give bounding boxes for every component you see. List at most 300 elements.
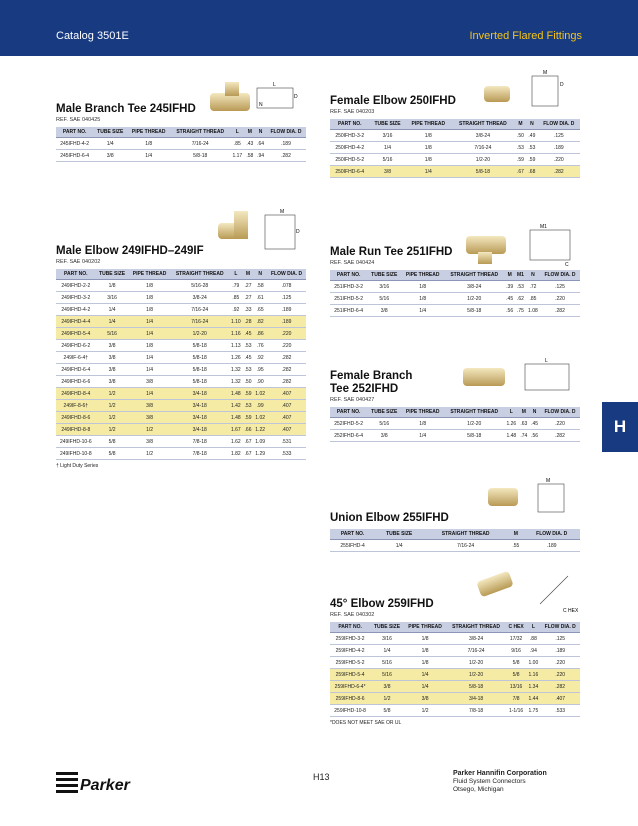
table-cell: 1/2-20 bbox=[444, 418, 504, 430]
section-title: Male Elbow 249IFHD–249IF bbox=[56, 245, 204, 257]
table-cell: 1.00 bbox=[526, 657, 540, 669]
table-cell: .50 bbox=[515, 130, 526, 142]
table-row bbox=[56, 400, 306, 412]
table-cell: 1.34 bbox=[526, 681, 540, 693]
division: Fluid System Connectors bbox=[453, 778, 526, 785]
sae-ref: REF. SAE 040425 bbox=[56, 117, 101, 123]
column-header: PART NO. bbox=[330, 407, 367, 418]
table-row bbox=[56, 388, 306, 400]
table-cell: 1.26 bbox=[504, 418, 518, 430]
table-cell: .86 bbox=[253, 328, 267, 340]
table-cell: 1/8 bbox=[129, 292, 171, 304]
table-cell: 5/16 bbox=[370, 154, 406, 166]
table-cell: 3/8 bbox=[404, 693, 447, 705]
table-cell: .58 bbox=[253, 280, 267, 292]
column-header: STRAIGHT THREAD bbox=[423, 529, 508, 540]
table-cell: 5/8 bbox=[96, 448, 129, 460]
table-cell: 1/8 bbox=[406, 154, 452, 166]
table-cell: 9/16 bbox=[506, 645, 527, 657]
column-header: N bbox=[253, 269, 267, 280]
spec-table bbox=[330, 529, 580, 552]
table-cell: .220 bbox=[540, 669, 580, 681]
section-union-elbow bbox=[330, 512, 580, 552]
table-cell: 1.32 bbox=[229, 376, 243, 388]
logo-text: Parker bbox=[80, 777, 130, 794]
table-cell: 259IFHD-5-2 bbox=[330, 657, 370, 669]
table-cell: .45 bbox=[529, 418, 540, 430]
table-cell: 1/4 bbox=[93, 138, 127, 150]
table-cell: .53 bbox=[515, 281, 526, 293]
parker-logo bbox=[56, 770, 138, 796]
table-cell: 5/8-18 bbox=[451, 166, 515, 178]
table-cell: 249IFHD-5-4 bbox=[56, 328, 96, 340]
table-cell: 13/16 bbox=[506, 681, 527, 693]
page-header bbox=[0, 0, 638, 56]
column-header: N bbox=[255, 127, 266, 138]
table-row bbox=[56, 316, 306, 328]
dim-label-chex: C HEX bbox=[563, 608, 579, 614]
column-header: L bbox=[504, 407, 518, 418]
table-cell: .59 bbox=[243, 412, 254, 424]
table-cell: .92 bbox=[229, 304, 243, 316]
table-cell: 1/2 bbox=[96, 400, 129, 412]
dim-label-D: D bbox=[560, 82, 564, 88]
table-cell: .407 bbox=[540, 693, 580, 705]
table-cell: 7/16-24 bbox=[451, 142, 515, 154]
table-cell: 252IFHD-6-4 bbox=[330, 430, 367, 442]
table-cell: 1.75 bbox=[526, 705, 540, 717]
column-header: PART NO. bbox=[56, 269, 96, 280]
table-cell: 1/2 bbox=[370, 693, 404, 705]
table-cell: 7/8-18 bbox=[170, 448, 228, 460]
table-cell: 249IFHD-8-6 bbox=[56, 412, 96, 424]
table-cell: 7/16-24 bbox=[170, 304, 228, 316]
table-cell: 1.16 bbox=[526, 669, 540, 681]
table-cell: 7/16-24 bbox=[446, 645, 505, 657]
table-row bbox=[56, 150, 306, 162]
table-cell: .88 bbox=[526, 633, 540, 645]
table-cell: .407 bbox=[267, 400, 306, 412]
table-cell: .95 bbox=[253, 364, 267, 376]
table-row bbox=[330, 633, 580, 645]
table-cell: .85 bbox=[229, 292, 243, 304]
table-cell: 1.82 bbox=[229, 448, 243, 460]
table-row bbox=[56, 412, 306, 424]
dim-label-M: M bbox=[546, 478, 551, 484]
section-title: Female Elbow 250IFHD bbox=[330, 95, 456, 107]
section-male-branch-tee bbox=[56, 103, 306, 162]
table-cell: 1.48 bbox=[229, 388, 243, 400]
sae-ref: REF. SAE 040202 bbox=[56, 259, 101, 265]
column-header: PIPE THREAD bbox=[401, 407, 444, 418]
column-header: PART NO. bbox=[330, 529, 375, 540]
table-cell: 249IF-8-6† bbox=[56, 400, 96, 412]
table-cell: 249IFHD-3-2 bbox=[56, 292, 96, 304]
sae-ref: REF. SAE 040424 bbox=[330, 260, 375, 266]
table-cell: .50 bbox=[243, 376, 254, 388]
table-cell: .65 bbox=[253, 304, 267, 316]
column-header: STRAIGHT THREAD bbox=[444, 270, 504, 281]
table-cell: 7/16-24 bbox=[170, 138, 230, 150]
table-cell: .407 bbox=[267, 388, 306, 400]
table-cell: .94 bbox=[255, 150, 266, 162]
table-row bbox=[330, 418, 580, 430]
table-cell: 1.08 bbox=[526, 305, 540, 317]
dim-label-M: M bbox=[543, 70, 548, 76]
column-header: PIPE THREAD bbox=[401, 270, 444, 281]
table-cell: 249IFHD-8-8 bbox=[56, 424, 96, 436]
table-cell: .53 bbox=[243, 340, 254, 352]
table-cell: 1/4 bbox=[370, 645, 404, 657]
dim-label-D: D bbox=[294, 94, 298, 100]
table-cell: 1/4 bbox=[129, 316, 171, 328]
table-row bbox=[330, 681, 580, 693]
table-cell: .85 bbox=[526, 293, 540, 305]
table-cell: 5/16-28 bbox=[170, 280, 228, 292]
table-cell: 1.42 bbox=[229, 400, 243, 412]
column-header: FLOW DIA. D bbox=[523, 529, 580, 540]
table-cell: 1/4 bbox=[96, 304, 129, 316]
section-title: Male Run Tee 251IFHD bbox=[330, 246, 453, 258]
spec-table bbox=[56, 269, 306, 460]
column-header: PIPE THREAD bbox=[404, 622, 447, 633]
table-cell: .33 bbox=[243, 304, 254, 316]
table-cell: 3/4-18 bbox=[170, 424, 228, 436]
table-cell: 5/8 bbox=[370, 705, 404, 717]
table-cell: .27 bbox=[243, 280, 254, 292]
table-cell: .90 bbox=[253, 376, 267, 388]
table-cell: 245IFHD-6-4 bbox=[56, 150, 93, 162]
table-cell: 1.22 bbox=[253, 424, 267, 436]
table-cell: 7/16-24 bbox=[423, 540, 508, 552]
table-cell: 5/8 bbox=[96, 436, 129, 448]
table-cell: .67 bbox=[243, 448, 254, 460]
table-row bbox=[56, 138, 306, 150]
table-row bbox=[330, 305, 580, 317]
table-cell: 249IFHD-6-6 bbox=[56, 376, 96, 388]
column-header: STRAIGHT THREAD bbox=[446, 622, 505, 633]
table-cell: 1/8 bbox=[401, 281, 444, 293]
column-header: PART NO. bbox=[56, 127, 93, 138]
table-cell: 3/8 bbox=[129, 412, 171, 424]
table-cell: .63 bbox=[518, 418, 529, 430]
table-cell: 1/2 bbox=[96, 424, 129, 436]
section-title-line1: Female Branch bbox=[330, 370, 413, 382]
dim-label-C: C bbox=[565, 262, 569, 268]
table-cell: 255IFHD-4 bbox=[330, 540, 375, 552]
table-cell: 5/16 bbox=[370, 657, 404, 669]
table-cell: 1/2 bbox=[404, 705, 447, 717]
table-cell: 5/8-18 bbox=[170, 340, 228, 352]
table-cell: 250IFHD-5-2 bbox=[330, 154, 370, 166]
column-header: STRAIGHT THREAD bbox=[444, 407, 504, 418]
table-cell: .92 bbox=[253, 352, 267, 364]
table-cell: 3/8 bbox=[370, 166, 406, 178]
table-cell: 3/8 bbox=[129, 436, 171, 448]
table-cell: 1/2 bbox=[129, 448, 171, 460]
table-cell: 251IFHD-5-2 bbox=[330, 293, 367, 305]
table-cell: 245IFHD-4-2 bbox=[56, 138, 93, 150]
dim-label-L: L bbox=[273, 82, 276, 88]
table-cell: .282 bbox=[266, 150, 306, 162]
column-header: PART NO. bbox=[330, 270, 367, 281]
table-cell: .59 bbox=[243, 388, 254, 400]
table-cell: .220 bbox=[538, 154, 580, 166]
table-cell: 1/8 bbox=[129, 280, 171, 292]
table-cell: 1/4 bbox=[129, 388, 171, 400]
table-cell: 249IFHD-8-4 bbox=[56, 388, 96, 400]
table-cell: 1/8 bbox=[401, 293, 444, 305]
table-cell: 3/8-24 bbox=[444, 281, 504, 293]
table-cell: 7/16-24 bbox=[170, 316, 228, 328]
table-cell: 1/2-20 bbox=[170, 328, 228, 340]
column-header: TUBE SIZE bbox=[370, 622, 404, 633]
section-title: Male Branch Tee 245IFHD bbox=[56, 103, 196, 115]
table-cell: 3/4-18 bbox=[446, 693, 505, 705]
table-cell: 249IF-6-4† bbox=[56, 352, 96, 364]
table-cell: 5/8-18 bbox=[446, 681, 505, 693]
company-info bbox=[453, 770, 547, 794]
table-cell: 1.10 bbox=[229, 316, 243, 328]
column-header: M bbox=[243, 269, 254, 280]
table-cell: .49 bbox=[526, 130, 537, 142]
table-cell: 259IFHD-8-6 bbox=[330, 693, 370, 705]
table-cell: .39 bbox=[504, 281, 515, 293]
table-cell: 1/8 bbox=[129, 304, 171, 316]
table-cell: .407 bbox=[267, 424, 306, 436]
table-cell: 3/8 bbox=[96, 376, 129, 388]
table-cell: 1/2 bbox=[96, 388, 129, 400]
section-male-elbow bbox=[56, 245, 306, 469]
dim-label-D: D bbox=[296, 229, 300, 235]
table-cell: .74 bbox=[518, 430, 529, 442]
table-row bbox=[330, 293, 580, 305]
table-cell: .45 bbox=[243, 352, 254, 364]
column-header: TUBE SIZE bbox=[93, 127, 127, 138]
table-cell: .79 bbox=[229, 280, 243, 292]
table-cell: .82 bbox=[253, 316, 267, 328]
spec-table bbox=[330, 622, 580, 717]
table-cell: 5/8-18 bbox=[170, 352, 228, 364]
table-row bbox=[330, 540, 580, 552]
table-cell: .53 bbox=[515, 142, 526, 154]
table-cell: .56 bbox=[504, 305, 515, 317]
table-row bbox=[56, 352, 306, 364]
table-cell: 1/8 bbox=[96, 280, 129, 292]
table-cell: .125 bbox=[538, 130, 580, 142]
table-cell: 17/32 bbox=[506, 633, 527, 645]
table-cell: .531 bbox=[267, 436, 306, 448]
company-name: Parker Hannifin Corporation bbox=[453, 770, 547, 777]
table-cell: 1/4 bbox=[404, 669, 447, 681]
section-title: Union Elbow 255IFHD bbox=[330, 512, 449, 524]
table-cell: 3/8 bbox=[129, 376, 171, 388]
column-header: PIPE THREAD bbox=[129, 269, 171, 280]
column-header: L bbox=[229, 269, 243, 280]
table-cell: .282 bbox=[540, 305, 580, 317]
column-header: N bbox=[526, 270, 540, 281]
table-cell: 5/8-18 bbox=[170, 150, 230, 162]
table-row bbox=[56, 292, 306, 304]
table-cell: .220 bbox=[267, 328, 306, 340]
table-row bbox=[56, 436, 306, 448]
table-cell: 5/8-18 bbox=[170, 376, 228, 388]
table-cell: .58 bbox=[244, 150, 255, 162]
table-cell: 259IFHD-10-8 bbox=[330, 705, 370, 717]
table-cell: .189 bbox=[267, 304, 306, 316]
table-cell: 5/16 bbox=[96, 328, 129, 340]
table-cell: 7/8 bbox=[506, 693, 527, 705]
column-header: FLOW DIA. D bbox=[267, 269, 306, 280]
table-row bbox=[330, 645, 580, 657]
table-cell: 249IFHD-6-2 bbox=[56, 340, 96, 352]
section-female-elbow bbox=[330, 95, 580, 178]
table-cell: .125 bbox=[540, 281, 580, 293]
table-cell: 250IFHD-6-4 bbox=[330, 166, 370, 178]
column-header: L bbox=[526, 622, 540, 633]
table-cell: 5/8-18 bbox=[444, 430, 504, 442]
table-cell: 1/2 bbox=[96, 412, 129, 424]
table-cell: 3/4-18 bbox=[170, 388, 228, 400]
table-cell: 5/8-18 bbox=[170, 364, 228, 376]
column-header: M1 bbox=[515, 270, 526, 281]
table-cell: 1.02 bbox=[253, 412, 267, 424]
table-cell: 3/8 bbox=[367, 305, 401, 317]
column-header: M bbox=[508, 529, 523, 540]
table-cell: 1/4 bbox=[370, 142, 406, 154]
column-header: PART NO. bbox=[330, 119, 370, 130]
table-cell: 1-1/16 bbox=[506, 705, 527, 717]
spec-table bbox=[56, 127, 306, 162]
table-cell: 5/16 bbox=[367, 418, 401, 430]
table-cell: .67 bbox=[515, 166, 526, 178]
column-header: FLOW DIA. D bbox=[540, 270, 580, 281]
table-cell: .55 bbox=[508, 540, 523, 552]
column-header: FLOW DIA. D bbox=[266, 127, 306, 138]
table-cell: .75 bbox=[515, 305, 526, 317]
table-cell: .189 bbox=[538, 142, 580, 154]
section-tab[interactable]: H bbox=[602, 402, 638, 452]
dim-label-M: M bbox=[280, 209, 285, 215]
table-cell: 3/4-18 bbox=[170, 400, 228, 412]
table-cell: 1/8 bbox=[404, 645, 447, 657]
dim-label-L: L bbox=[545, 358, 548, 364]
column-header: STRAIGHT THREAD bbox=[170, 127, 230, 138]
table-row bbox=[330, 657, 580, 669]
table-cell: 1/2-20 bbox=[446, 657, 505, 669]
table-cell: 1/2 bbox=[129, 424, 171, 436]
table-cell: .85 bbox=[230, 138, 244, 150]
table-cell: 249IFHD-2-2 bbox=[56, 280, 96, 292]
table-cell: .189 bbox=[540, 645, 580, 657]
table-cell: 3/8 bbox=[129, 400, 171, 412]
table-cell: .66 bbox=[243, 424, 254, 436]
table-cell: 3/4-18 bbox=[170, 412, 228, 424]
table-cell: 5/16 bbox=[367, 293, 401, 305]
table-cell: .64 bbox=[255, 138, 266, 150]
table-cell: 250IFHD-3-2 bbox=[330, 130, 370, 142]
sae-ref: REF. SAE 040302 bbox=[330, 612, 375, 618]
table-cell: .99 bbox=[253, 400, 267, 412]
table-cell: 1.48 bbox=[229, 412, 243, 424]
table-row bbox=[330, 281, 580, 293]
table-cell: .220 bbox=[540, 657, 580, 669]
table-cell: .43 bbox=[244, 138, 255, 150]
table-cell: .533 bbox=[267, 448, 306, 460]
table-cell: 1/4 bbox=[129, 328, 171, 340]
table-cell: .59 bbox=[515, 154, 526, 166]
table-cell: 1/8 bbox=[404, 657, 447, 669]
table-cell: 1.67 bbox=[229, 424, 243, 436]
table-cell: 1.32 bbox=[229, 364, 243, 376]
table-cell: .125 bbox=[540, 633, 580, 645]
table-cell: 1.17 bbox=[230, 150, 244, 162]
table-cell: 5/16 bbox=[370, 669, 404, 681]
table-cell: 1/2-20 bbox=[446, 669, 505, 681]
column-header: TUBE SIZE bbox=[367, 270, 401, 281]
column-header: M bbox=[515, 119, 526, 130]
table-cell: 3/8 bbox=[96, 340, 129, 352]
table-row bbox=[330, 669, 580, 681]
table-row bbox=[330, 154, 580, 166]
table-cell: 3/8-24 bbox=[446, 633, 505, 645]
table-cell: 3/16 bbox=[370, 633, 404, 645]
column-header: N bbox=[529, 407, 540, 418]
table-cell: .533 bbox=[540, 705, 580, 717]
table-cell: .189 bbox=[523, 540, 580, 552]
table-cell: .61 bbox=[253, 292, 267, 304]
footnote: *DOES NOT MEET SAE OR UL bbox=[330, 720, 402, 726]
table-cell: .68 bbox=[526, 166, 537, 178]
column-header: TUBE SIZE bbox=[375, 529, 423, 540]
table-cell: .220 bbox=[267, 340, 306, 352]
table-cell: 249IFHD-4-2 bbox=[56, 304, 96, 316]
section-45-elbow bbox=[330, 598, 580, 726]
table-cell: 1/8 bbox=[406, 130, 452, 142]
table-cell: .76 bbox=[253, 340, 267, 352]
table-cell: .282 bbox=[538, 166, 580, 178]
column-header: FLOW DIA. D bbox=[538, 119, 580, 130]
table-cell: 3/8 bbox=[96, 364, 129, 376]
table-cell: 1/4 bbox=[401, 305, 444, 317]
table-cell: 3/16 bbox=[370, 130, 406, 142]
table-cell: .53 bbox=[243, 400, 254, 412]
table-cell: 249IFHD-10-8 bbox=[56, 448, 96, 460]
table-cell: .56 bbox=[529, 430, 540, 442]
table-row bbox=[330, 705, 580, 717]
table-cell: .72 bbox=[526, 281, 540, 293]
table-cell: .53 bbox=[243, 364, 254, 376]
table-cell: .078 bbox=[267, 280, 306, 292]
table-cell: .45 bbox=[243, 328, 254, 340]
table-cell: 1.44 bbox=[526, 693, 540, 705]
table-row bbox=[330, 142, 580, 154]
sae-ref: REF. SAE 040427 bbox=[330, 397, 375, 403]
table-cell: 5/8-18 bbox=[444, 305, 504, 317]
table-cell: 252IFHD-5-2 bbox=[330, 418, 367, 430]
table-cell: 259IFHD-6-4* bbox=[330, 681, 370, 693]
column-header: C HEX bbox=[506, 622, 527, 633]
column-header: N bbox=[526, 119, 537, 130]
column-header: STRAIGHT THREAD bbox=[451, 119, 515, 130]
table-row bbox=[56, 328, 306, 340]
column-header: M bbox=[504, 270, 515, 281]
table-row bbox=[56, 448, 306, 460]
column-header: PART NO. bbox=[330, 622, 370, 633]
table-cell: 1/4 bbox=[375, 540, 423, 552]
spec-table bbox=[330, 270, 580, 317]
table-cell: 259IFHD-4-2 bbox=[330, 645, 370, 657]
